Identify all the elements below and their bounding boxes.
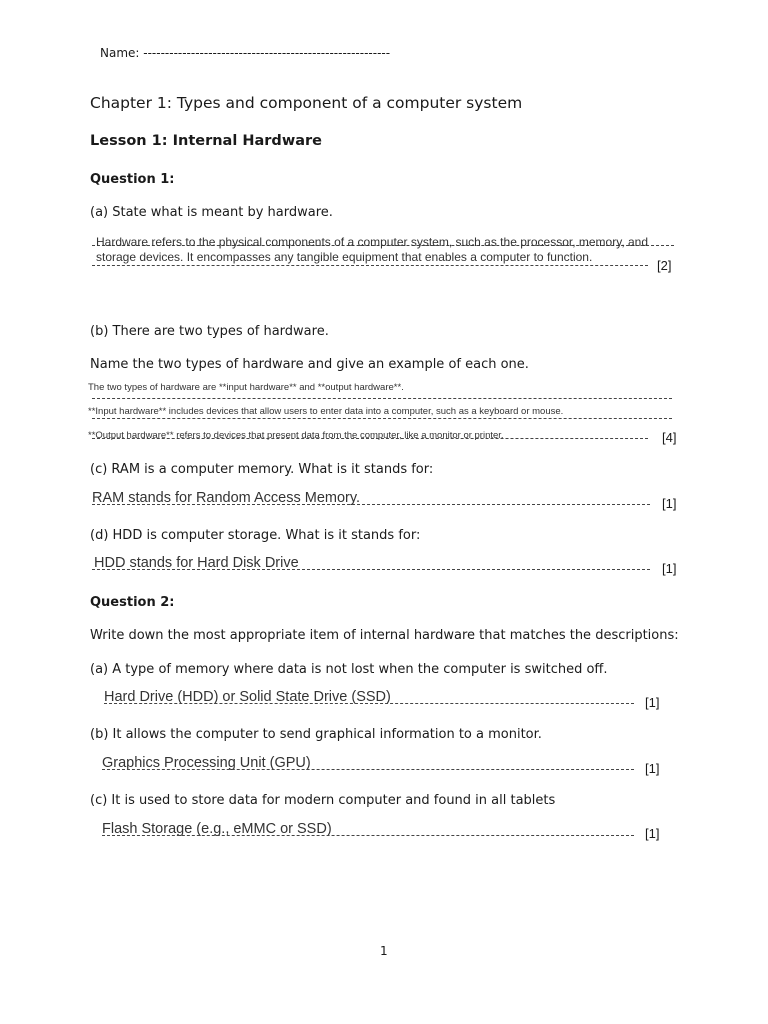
q1a-prompt: (a) State what is meant by hardware. bbox=[90, 205, 333, 220]
q2a-answer-text: Hard Drive (HDD) or Solid State Drive (SSD) bbox=[104, 689, 391, 705]
q2b-prompt: (b) It allows the computer to send graphical information to a monitor. bbox=[90, 727, 542, 742]
q1d-prompt: (d) HDD is computer storage. What is it stands for: bbox=[90, 528, 421, 543]
q1d-answer-text: HDD stands for Hard Disk Drive bbox=[94, 555, 299, 571]
q1b-answer-text-2: **Input hardware** includes devices that allow users to enter data into a computer, such as a keyboard or mouse. bbox=[88, 406, 564, 417]
q1b-answer-text-3: **Output hardware** refers to devices that present data from the computer, like a monitor or printer. bbox=[88, 430, 504, 441]
q1b-answer-line-3 bbox=[92, 438, 648, 439]
q1c-marks: [1] bbox=[662, 496, 677, 511]
q2b-marks: [1] bbox=[645, 761, 660, 776]
q1a-answer-text-2: storage devices. It encompasses any tangible equipment that enables a computer to function. bbox=[96, 250, 593, 264]
chapter-title: Chapter 1: Types and component of a computer system bbox=[90, 94, 523, 112]
q1b-answer-line-2 bbox=[92, 418, 672, 419]
q2a-prompt: (a) A type of memory where data is not lost when the computer is switched off. bbox=[90, 662, 608, 677]
q2c-marks: [1] bbox=[645, 826, 660, 841]
q1a-answer-text-1: Hardware refers to the physical components of a computer system, such as the processor, memory, and bbox=[96, 235, 649, 249]
lesson-title: Lesson 1: Internal Hardware bbox=[90, 133, 322, 149]
q2a-answer-line bbox=[104, 703, 634, 704]
page-number: 1 bbox=[380, 944, 388, 958]
q1c-prompt: (c) RAM is a computer memory. What is it stands for: bbox=[90, 462, 434, 477]
name-line: Name: --------------------------------------------------------- bbox=[100, 46, 391, 60]
q1d-marks: [1] bbox=[662, 561, 677, 576]
q2a-marks: [1] bbox=[645, 695, 660, 710]
q1b-answer-text-1: The two types of hardware are **input hardware** and **output hardware**. bbox=[88, 382, 404, 393]
q1b-answer-line-1 bbox=[92, 398, 672, 399]
q2c-answer-line bbox=[102, 835, 634, 836]
q2-intro: Write down the most appropriate item of internal hardware that matches the descriptions: bbox=[90, 628, 679, 643]
q1b-prompt-2: Name the two types of hardware and give an example of each one. bbox=[90, 357, 529, 372]
q1a-marks: [2] bbox=[657, 258, 672, 273]
q1a-answer-line-2 bbox=[92, 265, 648, 266]
q1d-answer-line bbox=[92, 569, 650, 570]
q2c-prompt: (c) It is used to store data for modern computer and found in all tablets bbox=[90, 793, 556, 808]
question-1-heading: Question 1: bbox=[90, 172, 175, 187]
q2c-answer-text: Flash Storage (e.g., eMMC or SSD) bbox=[102, 821, 332, 837]
q1c-answer-text: RAM stands for Random Access Memory. bbox=[92, 490, 361, 506]
question-2-heading: Question 2: bbox=[90, 595, 175, 610]
q1b-marks: [4] bbox=[662, 430, 677, 445]
q2b-answer-text: Graphics Processing Unit (GPU) bbox=[102, 755, 311, 771]
q2b-answer-line bbox=[102, 769, 634, 770]
q1c-answer-line bbox=[92, 504, 650, 505]
q1b-prompt-1: (b) There are two types of hardware. bbox=[90, 324, 329, 339]
